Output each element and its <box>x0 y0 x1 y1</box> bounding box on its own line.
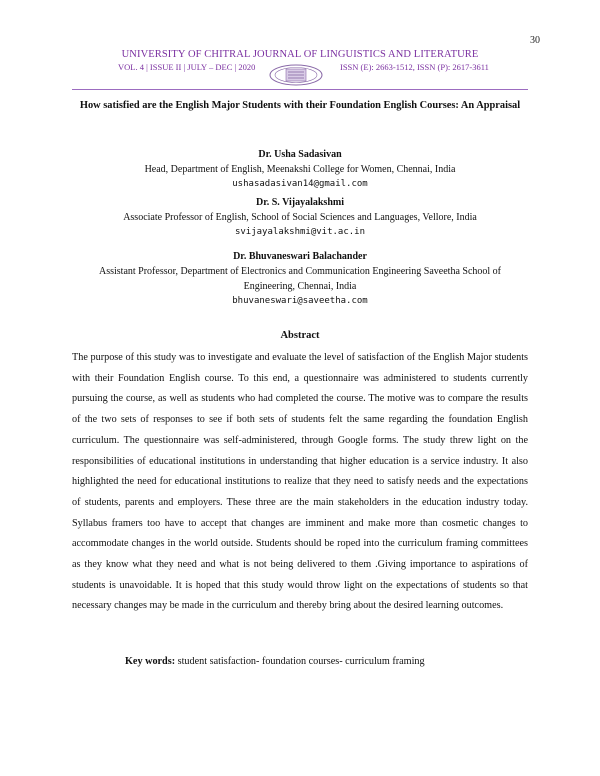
author-block <box>60 195 540 240</box>
author-affiliation: Assistant Professor, Department of Electronics and Communication Engineering Saveetha School of Engineering, Chennai, India <box>98 266 501 292</box>
university-seal-icon <box>268 64 324 86</box>
author-block <box>60 147 540 192</box>
header-divider <box>72 89 528 90</box>
author-block <box>60 249 540 309</box>
keywords <box>125 656 545 667</box>
page-number: 30 <box>530 35 540 46</box>
author-affiliation: Associate Professor of English, School of Social Sciences and Languages, Vellore, India <box>123 212 477 223</box>
author-email[interactable]: svijayalakshmi@vit.ac.in <box>234 227 366 237</box>
author-affiliation: Head, Department of English, Meenakshi College for Women, Chennai, India <box>144 164 456 175</box>
abstract-heading: Abstract <box>280 330 320 341</box>
author-email[interactable]: ushasadasivan14@gmail.com <box>232 179 368 189</box>
issue-info: VOL. 4 | ISSUE II | JULY – DEC | 2020 <box>118 62 256 72</box>
keywords-text: student satisfaction- foundation courses- curriculum framing <box>177 656 425 667</box>
author-name: Dr. Usha Sadasivan <box>258 149 342 160</box>
author-name: Dr. Bhuvaneswari Balachander <box>233 251 367 262</box>
journal-name: UNIVERSITY OF CHITRAL JOURNAL OF LINGUISTICS AND LITERATURE <box>121 49 479 60</box>
author-name: Dr. S. Vijayalakshmi <box>256 197 344 208</box>
keywords-label: Key words: <box>125 656 176 667</box>
paper-title: How satisfied are the English Major Students with their Foundation English Courses: An Appraisal <box>79 100 521 111</box>
author-email[interactable]: bhuvaneswari@saveetha.com <box>232 296 368 306</box>
issn-info: ISSN (E): 2663-1512, ISSN (P): 2617-3611 <box>340 62 489 72</box>
abstract-body: The purpose of this study was to investigate and evaluate the level of satisfaction of the English Major students with their Foundation English course. To this end, a questionnaire was administered to students currently pursuing the course, as well as students who had completed the course. The motive was to compare the results of the two sets of responses to see if both sets of students felt the same regarding the foundation English curriculum. The questionnaire was self-administered, through Google forms. The study threw light on the responsibilities of educational institutions in understanding that higher education is a service industry. It also highlighted the need for educational institutions to realize that they need to satisfy needs and the expectations of students, parents and employers. These three are the main stakeholders in the education industry today. Syllabus framers too have to accept that changes are imminent and make more than cosmetic changes to accommodate changes in the world outside. Students should be roped into the curriculum framing committees as they know what they need and what is not being delivered to them .Giving importance to aspirations of students is unavoidable. It is hoped that this study would throw light on the expectations of students so that necessary changes may be made in the curriculum and thereby bring about the desired learning outcomes. <box>72 352 528 612</box>
